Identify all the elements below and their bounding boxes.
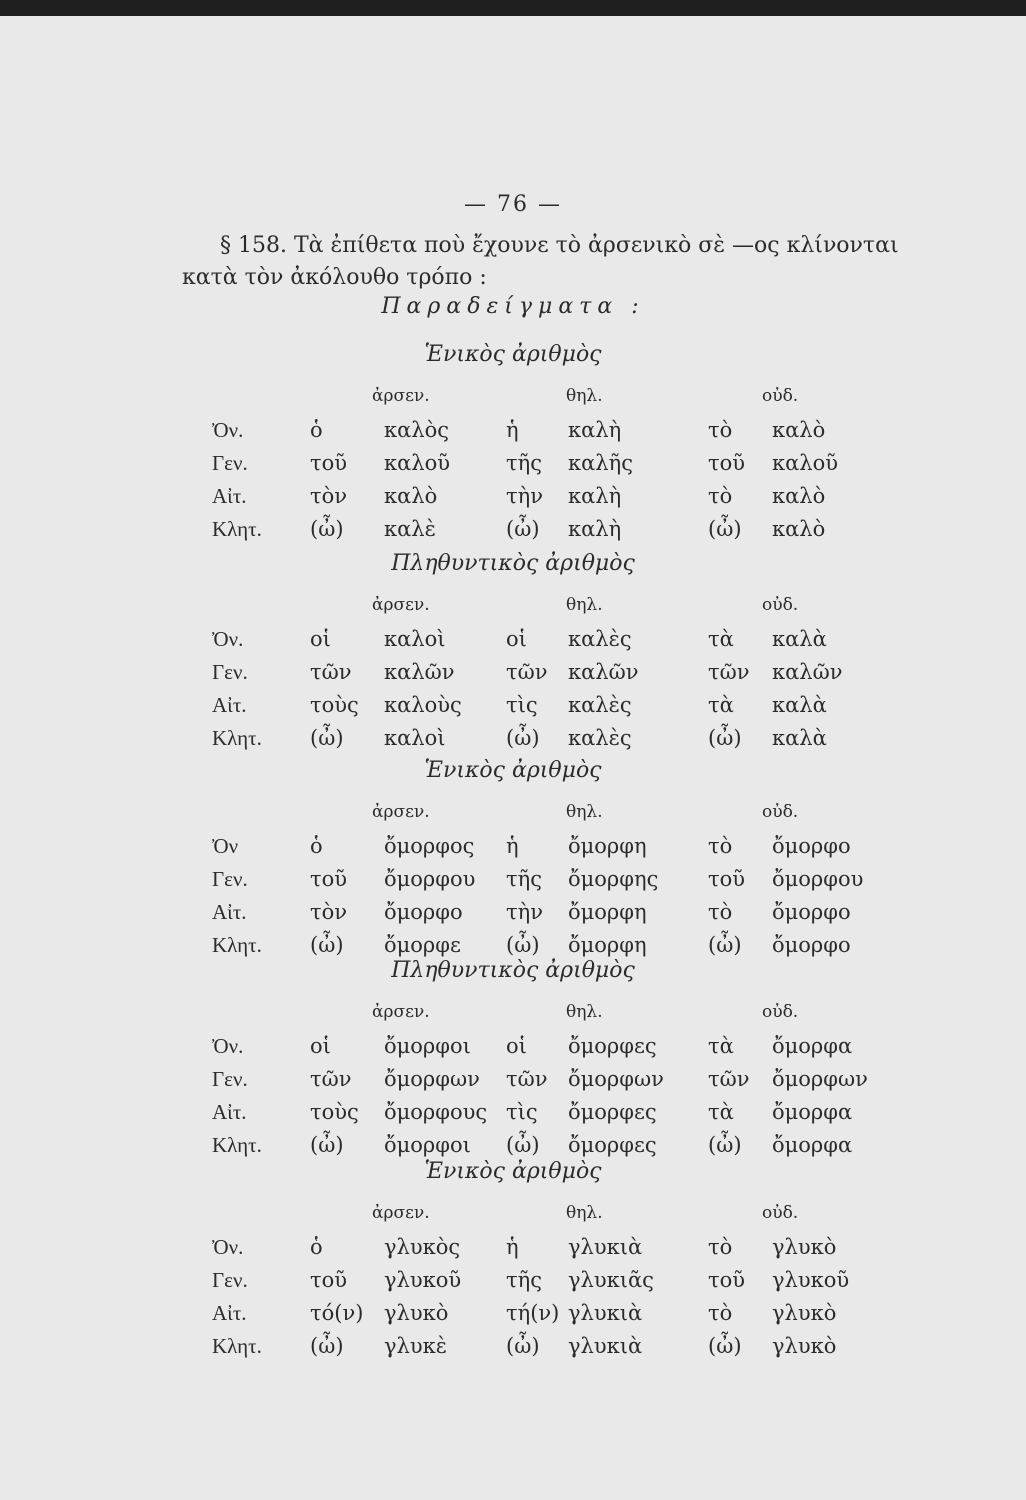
- m-art-cell: τῶν: [310, 660, 352, 684]
- f-art-cell: οἱ: [506, 627, 527, 651]
- n-form-cell: καλὸ: [772, 517, 826, 541]
- gender-header-masc: ἀρσεν.: [372, 595, 430, 615]
- n-art-cell: τῶν: [708, 1067, 750, 1091]
- intro-line-2: κατὰ τὸν ἀκόλουθο τρόπο :: [182, 265, 487, 290]
- f-form-cell: ὄμορφων: [568, 1067, 664, 1091]
- n-form-cell: ὄμορφο: [772, 900, 851, 924]
- case-label: Ὀν.: [212, 418, 244, 442]
- m-form-cell: γλυκὸ: [384, 1301, 449, 1325]
- n-form-cell: ὄμορφα: [772, 1133, 853, 1157]
- m-art-cell: τοῦ: [310, 451, 348, 475]
- m-form-cell: ὄμορφων: [384, 1067, 480, 1091]
- n-form-cell: ὄμορφα: [772, 1034, 853, 1058]
- gender-header-masc: ἀρσεν.: [372, 386, 430, 406]
- f-art-cell: ἡ: [506, 418, 519, 442]
- m-form-cell: ὄμορφου: [384, 867, 476, 891]
- case-label: Γεν.: [212, 451, 248, 475]
- f-art-cell: (ὦ): [506, 933, 540, 957]
- n-form-cell: ὄμορφου: [772, 867, 864, 891]
- n-form-cell: ὄμορφων: [772, 1067, 868, 1091]
- f-form-cell: ὄμορφη: [568, 834, 647, 858]
- m-art-cell: τὸν: [310, 484, 348, 508]
- f-art-cell: (ὦ): [506, 1133, 540, 1157]
- f-form-cell: καλῶν: [568, 660, 639, 684]
- number-heading: Ἑνικὸς ἀριθμὸς: [424, 758, 602, 783]
- n-art-cell: τὸ: [708, 1301, 733, 1325]
- gender-header-fem: θηλ.: [566, 802, 603, 822]
- section-158-intro: [182, 230, 922, 294]
- m-form-cell: γλυκὲ: [384, 1334, 448, 1358]
- page-number: — 76 —: [464, 192, 562, 217]
- case-label: Ὀν.: [212, 1034, 244, 1058]
- m-art-cell: ὁ: [310, 834, 323, 858]
- n-art-cell: τὰ: [708, 693, 734, 717]
- m-art-cell: τό(ν): [310, 1301, 364, 1325]
- f-form-cell: καλὲς: [568, 627, 632, 651]
- n-form-cell: καλὰ: [772, 693, 827, 717]
- gender-header-masc: ἀρσεν.: [372, 1002, 430, 1022]
- m-art-cell: ὁ: [310, 418, 323, 442]
- n-art-cell: τὸ: [708, 484, 733, 508]
- intro-line-1: § 158. Τὰ ἐπίθετα ποὺ ἔχουνε τὸ ἀρσενικὸ σὲ —ος κλίνονται: [220, 233, 899, 258]
- m-art-cell: οἱ: [310, 1034, 331, 1058]
- examples-title: Παραδείγματα :: [381, 294, 645, 319]
- f-art-cell: τὶς: [506, 693, 538, 717]
- gender-header-neut: οὐδ.: [762, 802, 799, 822]
- f-art-cell: τῶν: [506, 660, 548, 684]
- gender-header-neut: οὐδ.: [762, 386, 799, 406]
- f-form-cell: καλὲς: [568, 693, 632, 717]
- case-label: Αἰτ.: [212, 900, 247, 924]
- m-art-cell: (ὦ): [310, 1133, 344, 1157]
- n-art-cell: τὸ: [708, 900, 733, 924]
- m-form-cell: καλοὶ: [384, 627, 446, 651]
- m-form-cell: καλοὺς: [384, 693, 462, 717]
- m-art-cell: τοῦ: [310, 867, 348, 891]
- scan-border: [0, 0, 1026, 16]
- m-form-cell: καλοὶ: [384, 726, 446, 750]
- case-label: Αἰτ.: [212, 1100, 247, 1124]
- n-art-cell: τὰ: [708, 1034, 734, 1058]
- n-form-cell: γλυκοῦ: [772, 1268, 850, 1292]
- m-form-cell: καλὲ: [384, 517, 436, 541]
- n-form-cell: γλυκὸ: [772, 1301, 837, 1325]
- n-form-cell: καλὰ: [772, 726, 827, 750]
- case-label: Ὀν.: [212, 1235, 244, 1259]
- number-heading: Ἑνικὸς ἀριθμὸς: [424, 342, 602, 367]
- f-form-cell: καλὴ: [568, 484, 622, 508]
- gender-header-fem: θηλ.: [566, 386, 603, 406]
- case-label: Κλητ.: [212, 933, 262, 957]
- m-form-cell: γλυκοῦ: [384, 1268, 462, 1292]
- m-form-cell: καλῶν: [384, 660, 455, 684]
- m-form-cell: ὄμορφο: [384, 900, 463, 924]
- number-heading: Ἑνικὸς ἀριθμὸς: [424, 1159, 602, 1184]
- n-art-cell: τὸ: [708, 418, 733, 442]
- n-art-cell: τὰ: [708, 627, 734, 651]
- f-form-cell: γλυκιὰ: [568, 1301, 643, 1325]
- case-label: Γεν.: [212, 1268, 248, 1292]
- case-label: Κλητ.: [212, 726, 262, 750]
- f-art-cell: τῶν: [506, 1067, 548, 1091]
- n-art-cell: τοῦ: [708, 1268, 746, 1292]
- book-page: [0, 16, 1026, 1500]
- gender-header-neut: οὐδ.: [762, 595, 799, 615]
- f-art-cell: τὴν: [506, 484, 543, 508]
- m-art-cell: (ὦ): [310, 933, 344, 957]
- n-form-cell: γλυκὸ: [772, 1334, 837, 1358]
- m-art-cell: τοὺς: [310, 693, 359, 717]
- f-form-cell: γλυκιὰ: [568, 1334, 643, 1358]
- f-form-cell: ὄμορφη: [568, 933, 647, 957]
- n-form-cell: καλοῦ: [772, 451, 839, 475]
- case-label: Ὀν.: [212, 627, 244, 651]
- n-art-cell: (ὦ): [708, 1133, 742, 1157]
- f-form-cell: καλὲς: [568, 726, 632, 750]
- gender-header-neut: οὐδ.: [762, 1002, 799, 1022]
- f-art-cell: ἡ: [506, 834, 519, 858]
- n-form-cell: γλυκὸ: [772, 1235, 837, 1259]
- f-form-cell: καλὴ: [568, 418, 622, 442]
- m-form-cell: ὄμορφος: [384, 834, 475, 858]
- f-art-cell: τῆς: [506, 451, 542, 475]
- m-art-cell: τοὺς: [310, 1100, 359, 1124]
- f-art-cell: (ὦ): [506, 726, 540, 750]
- gender-header-masc: ἀρσεν.: [372, 1203, 430, 1223]
- f-art-cell: (ὦ): [506, 517, 540, 541]
- case-label: Αἰτ.: [212, 693, 247, 717]
- m-form-cell: καλὸς: [384, 418, 450, 442]
- number-heading: Πληθυντικὸς ἀριθμὸς: [391, 958, 635, 983]
- case-label: Κλητ.: [212, 517, 262, 541]
- case-label: Γεν.: [212, 1067, 248, 1091]
- f-form-cell: ὄμορφες: [568, 1133, 657, 1157]
- f-form-cell: γλυκιὰ: [568, 1235, 643, 1259]
- gender-header-fem: θηλ.: [566, 1002, 603, 1022]
- case-label: Γεν.: [212, 867, 248, 891]
- n-art-cell: τῶν: [708, 660, 750, 684]
- gender-header-neut: οὐδ.: [762, 1203, 799, 1223]
- f-art-cell: τὴν: [506, 900, 543, 924]
- number-heading: Πληθυντικὸς ἀριθμὸς: [391, 551, 635, 576]
- f-art-cell: τὶς: [506, 1100, 538, 1124]
- n-art-cell: τοῦ: [708, 867, 746, 891]
- case-label: Κλητ.: [212, 1133, 262, 1157]
- m-form-cell: ὄμορφοι: [384, 1133, 471, 1157]
- gender-header-masc: ἀρσεν.: [372, 802, 430, 822]
- m-form-cell: ὄμορφους: [384, 1100, 488, 1124]
- n-art-cell: (ὦ): [708, 517, 742, 541]
- n-form-cell: καλὰ: [772, 627, 827, 651]
- n-art-cell: (ὦ): [708, 726, 742, 750]
- m-form-cell: καλὸ: [384, 484, 438, 508]
- f-form-cell: ὄμορφες: [568, 1034, 657, 1058]
- case-label: Ὀν: [212, 834, 239, 858]
- n-form-cell: καλὸ: [772, 484, 826, 508]
- f-form-cell: γλυκιᾶς: [568, 1268, 654, 1292]
- f-form-cell: καλῆς: [568, 451, 633, 475]
- n-art-cell: τὸ: [708, 1235, 733, 1259]
- f-form-cell: ὄμορφης: [568, 867, 659, 891]
- n-form-cell: καλὸ: [772, 418, 826, 442]
- m-art-cell: ὁ: [310, 1235, 323, 1259]
- m-art-cell: οἱ: [310, 627, 331, 651]
- gender-header-fem: θηλ.: [566, 1203, 603, 1223]
- f-form-cell: ὄμορφη: [568, 900, 647, 924]
- case-label: Αἰτ.: [212, 484, 247, 508]
- n-art-cell: τοῦ: [708, 451, 746, 475]
- case-label: Αἰτ.: [212, 1301, 247, 1325]
- f-art-cell: οἱ: [506, 1034, 527, 1058]
- n-form-cell: καλῶν: [772, 660, 843, 684]
- m-art-cell: (ὦ): [310, 517, 344, 541]
- n-art-cell: τὸ: [708, 834, 733, 858]
- m-form-cell: καλοῦ: [384, 451, 451, 475]
- f-art-cell: τή(ν): [506, 1301, 560, 1325]
- f-form-cell: ὄμορφες: [568, 1100, 657, 1124]
- m-art-cell: τῶν: [310, 1067, 352, 1091]
- f-art-cell: (ὦ): [506, 1334, 540, 1358]
- case-label: Γεν.: [212, 660, 248, 684]
- m-art-cell: (ὦ): [310, 1334, 344, 1358]
- f-art-cell: τῆς: [506, 1268, 542, 1292]
- f-art-cell: τῆς: [506, 867, 542, 891]
- m-form-cell: ὄμορφε: [384, 933, 461, 957]
- n-form-cell: ὄμορφο: [772, 933, 851, 957]
- m-form-cell: γλυκὸς: [384, 1235, 461, 1259]
- case-label: Κλητ.: [212, 1334, 262, 1358]
- n-art-cell: τὰ: [708, 1100, 734, 1124]
- n-art-cell: (ὦ): [708, 1334, 742, 1358]
- n-form-cell: ὄμορφα: [772, 1100, 853, 1124]
- m-art-cell: τοῦ: [310, 1268, 348, 1292]
- m-art-cell: (ὦ): [310, 726, 344, 750]
- f-form-cell: καλὴ: [568, 517, 622, 541]
- gender-header-fem: θηλ.: [566, 595, 603, 615]
- m-form-cell: ὄμορφοι: [384, 1034, 471, 1058]
- n-art-cell: (ὦ): [708, 933, 742, 957]
- f-art-cell: ἡ: [506, 1235, 519, 1259]
- n-form-cell: ὄμορφο: [772, 834, 851, 858]
- m-art-cell: τὸν: [310, 900, 348, 924]
